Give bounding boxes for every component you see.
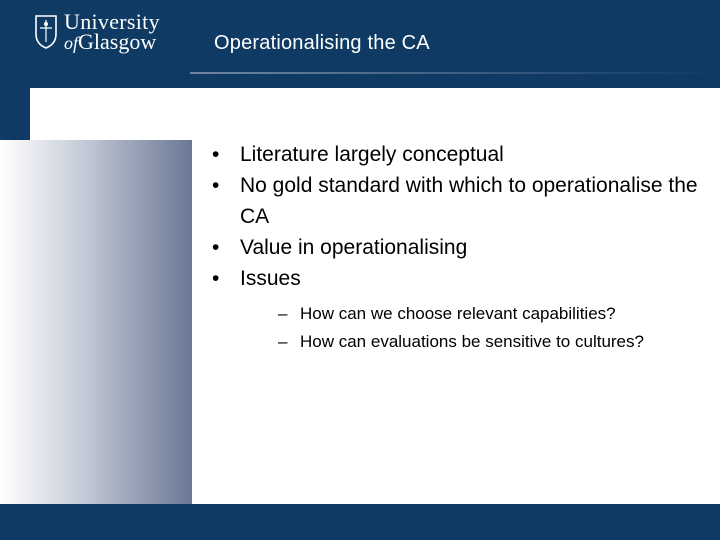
sub-bullet-item [240,328,702,356]
sub-bullet-item [240,300,702,328]
logo-of: of [64,33,79,53]
bullet-marker: • [212,143,220,166]
slide-header [0,0,720,88]
sub-bullet-list [240,300,702,356]
bullet-marker: • [212,236,220,259]
bullet-item [212,232,702,263]
sub-bullet-text: How can evaluations be sensitive to cultures? [300,332,644,351]
bullet-text: Value in operationalising [240,236,468,259]
logo-line-2 [64,29,160,54]
sub-bullet-text: How can we choose relevant capabilities? [300,304,616,323]
bullet-text: No gold standard with which to operationalise the CA [240,174,698,228]
logo-line-1: University [64,9,160,34]
crest-icon [34,14,58,50]
bullet-text: Issues [240,267,301,290]
sub-bullet-marker: – [278,332,288,351]
bullet-marker: • [212,267,220,290]
slide-footer [0,504,720,540]
left-gradient-panel [0,140,192,504]
sub-bullet-marker: – [278,304,288,323]
slide-content [212,139,702,356]
bullet-marker: • [212,174,220,197]
university-logo [34,9,194,62]
slide-title: Operationalising the CA [214,32,430,54]
bullet-list [212,139,702,356]
bullet-item [212,263,702,356]
logo-glasgow: Glasgow [78,29,157,54]
bullet-text: Literature largely conceptual [240,143,504,166]
header-rule [190,72,720,74]
bullet-item [212,139,702,170]
bullet-item [212,170,702,232]
